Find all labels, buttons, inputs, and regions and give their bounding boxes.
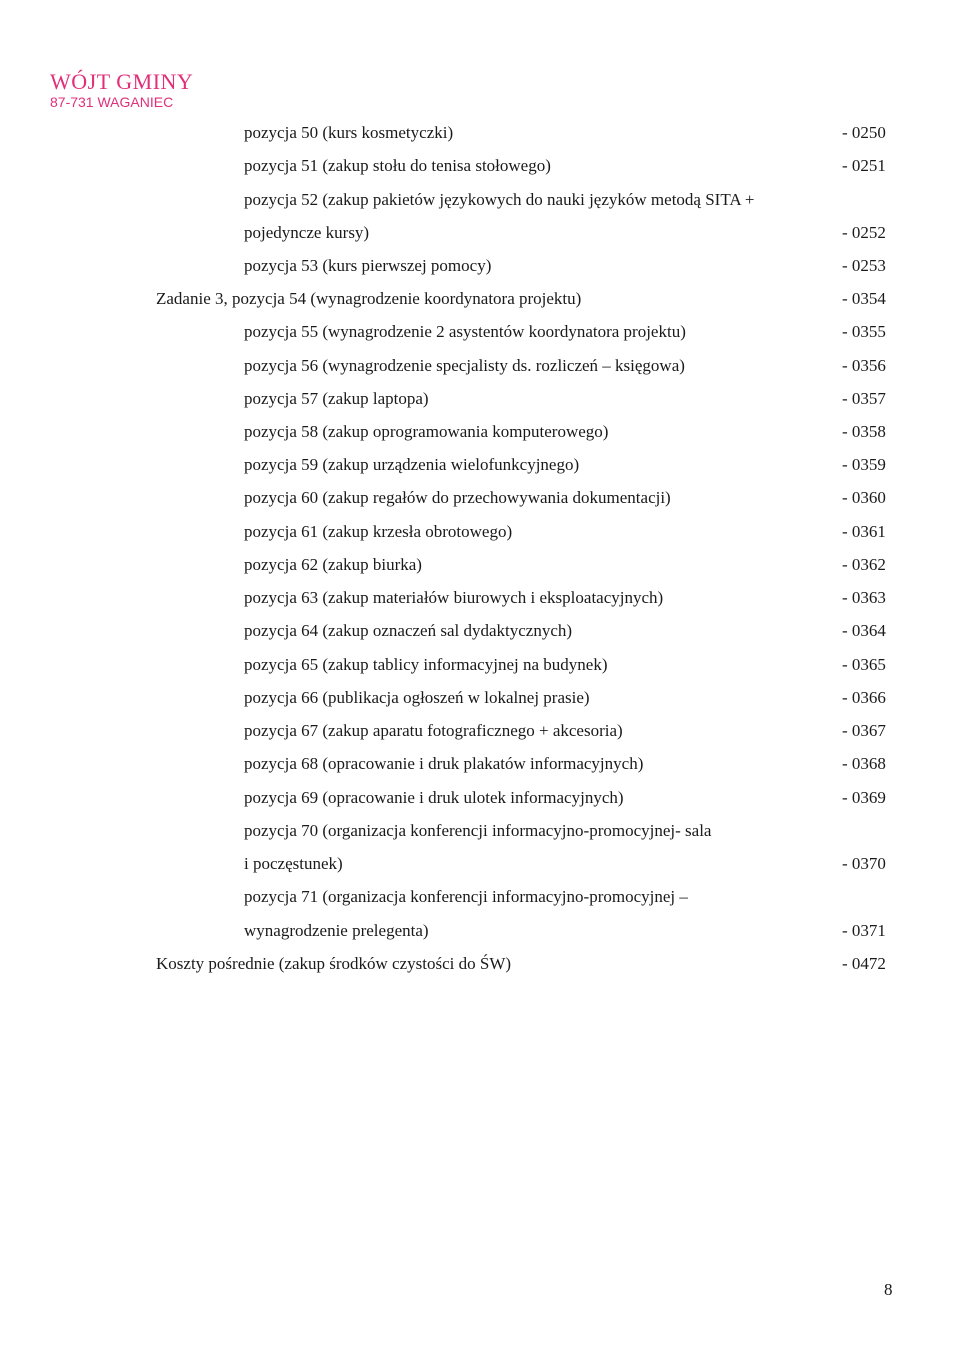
line-text: pozycja 59 (zakup urządzenia wielofunkcyjnego) (244, 455, 580, 474)
wojt-stamp (50, 70, 193, 110)
line-text: pozycja 69 (opracowanie i druk ulotek informacyjnych) (244, 788, 624, 807)
line-code: - 0356 (842, 356, 886, 375)
line-code: - 0370 (842, 854, 886, 873)
line-code: - 0358 (842, 422, 886, 441)
line-code: - 0367 (842, 721, 886, 740)
line-text: pozycja 56 (wynagrodzenie specjalisty ds. rozliczeń – księgowa) (244, 356, 685, 375)
line-text: pozycja 67 (zakup aparatu fotograficznego + akcesoria) (244, 721, 623, 740)
line-text: pozycja 50 (kurs kosmetyczki) (244, 123, 454, 142)
line-text: pozycja 70 (organizacja konferencji informacyjno-promocyjnej- sala (244, 821, 712, 840)
line-code: - 0355 (842, 322, 886, 341)
line-code: - 0252 (842, 223, 886, 242)
line-text: Koszty pośrednie (zakup środków czystości do ŚW) (156, 954, 512, 973)
line-code: - 0368 (842, 754, 886, 773)
line-code: - 0362 (842, 555, 886, 574)
line-code: - 0360 (842, 488, 886, 507)
line-text: pozycja 65 (zakup tablicy informacyjnej na budynek) (244, 655, 608, 674)
line-text: pozycja 55 (wynagrodzenie 2 asystentów koordynatora projektu) (244, 322, 686, 341)
line-text: pozycja 66 (publikacja ogłoszeń w lokalnej prasie) (244, 688, 590, 707)
line-code: - 0371 (842, 921, 886, 940)
line-code: - 0251 (842, 156, 886, 175)
line-code: - 0472 (842, 954, 886, 973)
line-code: - 0354 (842, 289, 886, 308)
line-code: - 0361 (842, 522, 886, 541)
line-text: Zadanie 3, pozycja 54 (wynagrodzenie koordynatora projektu) (156, 289, 582, 308)
line-code: - 0250 (842, 123, 886, 142)
line-text: pozycja 68 (opracowanie i druk plakatów informacyjnych) (244, 754, 644, 773)
line-text: pozycja 64 (zakup oznaczeń sal dydaktycznych) (244, 621, 573, 640)
line-text: pozycja 58 (zakup oprogramowania komputerowego) (244, 422, 609, 441)
stamp-address: 87-731 WAGANIEC (50, 94, 174, 110)
line-text: pozycja 71 (organizacja konferencji informacyjno-promocyjnej – (244, 887, 688, 906)
line-text: i poczęstunek) (244, 854, 343, 873)
line-code: - 0359 (842, 455, 886, 474)
line-code: - 0357 (842, 389, 886, 408)
line-text: pozycja 57 (zakup laptopa) (244, 389, 429, 408)
line-code: - 0365 (842, 655, 886, 674)
line-text: pozycja 62 (zakup biurka) (244, 555, 422, 574)
line-code: - 0363 (842, 588, 886, 607)
line-text: pozycja 53 (kurs pierwszej pomocy) (244, 256, 492, 275)
line-code: - 0364 (842, 621, 886, 640)
page-number: 8 (884, 1280, 893, 1299)
line-code: - 0253 (842, 256, 886, 275)
line-text: pozycja 51 (zakup stołu do tenisa stołowego) (244, 156, 551, 175)
stamp-name: WÓJT GMINY (50, 69, 194, 94)
line-text: pozycja 60 (zakup regałów do przechowywania dokumentacji) (244, 488, 671, 507)
line-text: pozycja 63 (zakup materiałów biurowych i eksploatacyjnych) (244, 588, 664, 607)
line-code: - 0366 (842, 688, 886, 707)
line-code: - 0369 (842, 788, 886, 807)
line-text: pozycja 52 (zakup pakietów językowych do nauki języków metodą SITA + (244, 190, 755, 209)
line-text: pojedyncze kursy) (244, 223, 370, 242)
line-text: pozycja 61 (zakup krzesła obrotowego) (244, 522, 513, 541)
line-text: wynagrodzenie prelegenta) (244, 921, 429, 940)
